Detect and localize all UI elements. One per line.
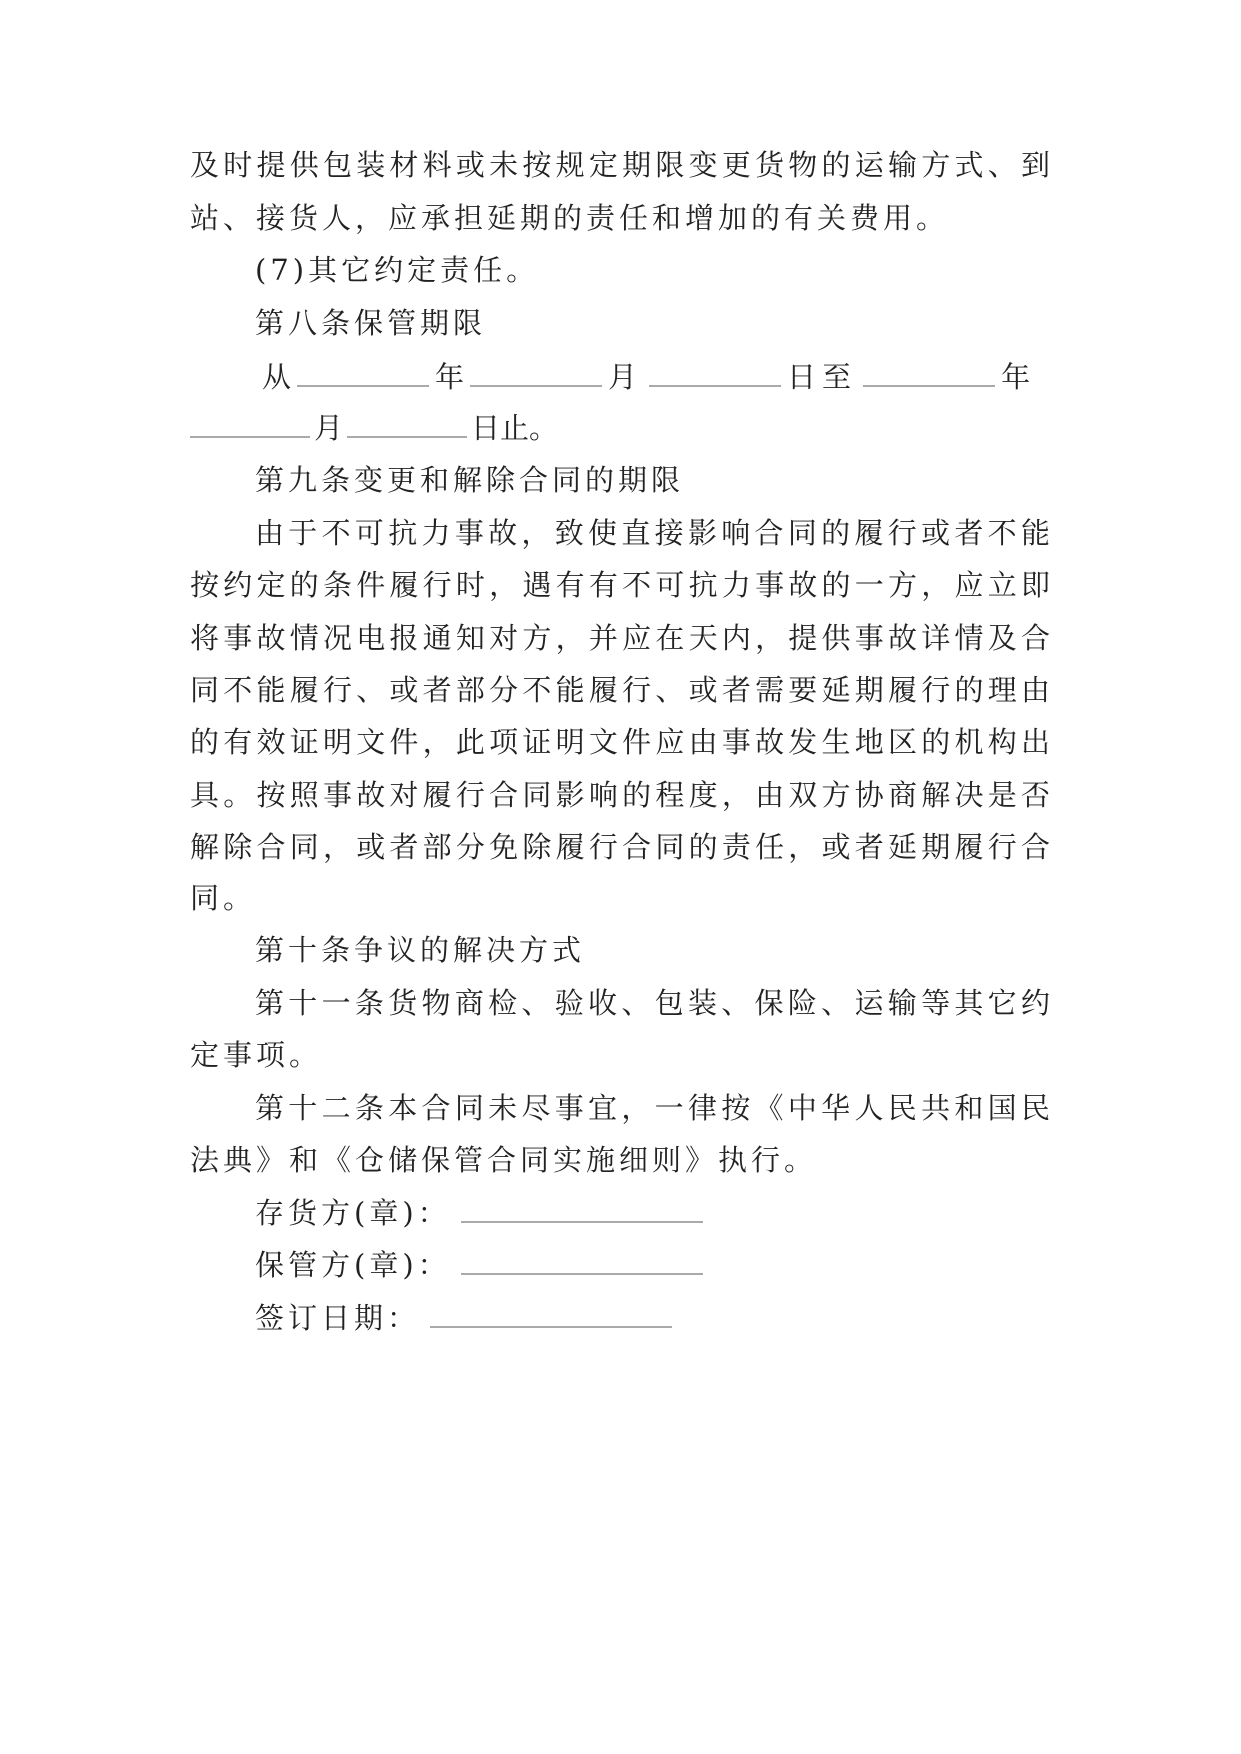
- article-8-heading: 第八条保管期限: [255, 306, 487, 340]
- blank-end-month: [190, 410, 310, 438]
- blank-end-year: [863, 359, 995, 387]
- depositor-signature: [255, 1195, 703, 1231]
- paragraph-line: 同不能履行、或者部分不能履行、或者需要延期履行的理由: [190, 673, 1050, 707]
- paragraph-line: 站、接货人，应承担延期的责任和增加的有关费用。: [190, 201, 950, 235]
- paragraph-line: 解除合同，或者部分免除履行合同的责任，或者延期履行合: [190, 830, 1050, 864]
- article-9-heading: 第九条变更和解除合同的期限: [255, 463, 685, 497]
- article-11-line: 定事项。: [190, 1038, 323, 1072]
- label-month: 月: [608, 360, 638, 394]
- paragraph-line: 及时提供包装材料或未按规定期限变更货物的运输方式、到: [190, 148, 1050, 182]
- label-month-end: 月: [314, 411, 344, 445]
- label-day-end: 日止。: [471, 411, 559, 445]
- article-11-line: 第十一条货物商检、验收、包装、保险、运输等其它约: [255, 986, 1050, 1020]
- storage-period-line: [262, 359, 1030, 395]
- article-10-heading: 第十条争议的解决方式: [255, 933, 586, 967]
- paragraph-line: 由于不可抗力事故，致使直接影响合同的履行或者不能: [255, 516, 1050, 550]
- storage-period-line-2: [190, 410, 558, 446]
- label-year-end: 年: [1001, 360, 1031, 394]
- depositor-blank: [461, 1195, 703, 1223]
- blank-start-year: [297, 359, 429, 387]
- paragraph-line: 具。按照事故对履行合同影响的程度，由双方协商解决是否: [190, 778, 1050, 812]
- signing-date: [255, 1300, 672, 1336]
- custodian-blank: [461, 1247, 703, 1275]
- clause-7-other: (7)其它约定责任。: [255, 253, 540, 287]
- depositor-label: 存货方(章)：: [255, 1196, 451, 1230]
- paragraph-line: 同。: [190, 881, 257, 915]
- blank-start-day: [649, 359, 781, 387]
- custodian-label: 保管方(章)：: [255, 1248, 451, 1282]
- signing-date-blank: [430, 1300, 672, 1328]
- label-from: 从: [262, 360, 292, 394]
- paragraph-line: 的有效证明文件，此项证明文件应由事故发生地区的机构出: [190, 725, 1050, 759]
- paragraph-line: 按约定的条件履行时，遇有有不可抗力事故的一方，应立即: [190, 568, 1050, 602]
- signing-date-label: 签订日期：: [255, 1301, 421, 1335]
- custodian-signature: [255, 1247, 703, 1283]
- label-day-to: 日至: [787, 360, 858, 394]
- article-12-line: 第十二条本合同未尽事宜，一律按《中华人民共和国民: [255, 1091, 1050, 1125]
- blank-start-month: [470, 359, 602, 387]
- blank-end-day: [347, 410, 467, 438]
- paragraph-line: 将事故情况电报通知对方，并应在天内，提供事故详情及合: [190, 621, 1050, 655]
- article-12-line: 法典》和《仓储保管合同实施细则》执行。: [190, 1143, 818, 1177]
- label-year: 年: [435, 360, 465, 394]
